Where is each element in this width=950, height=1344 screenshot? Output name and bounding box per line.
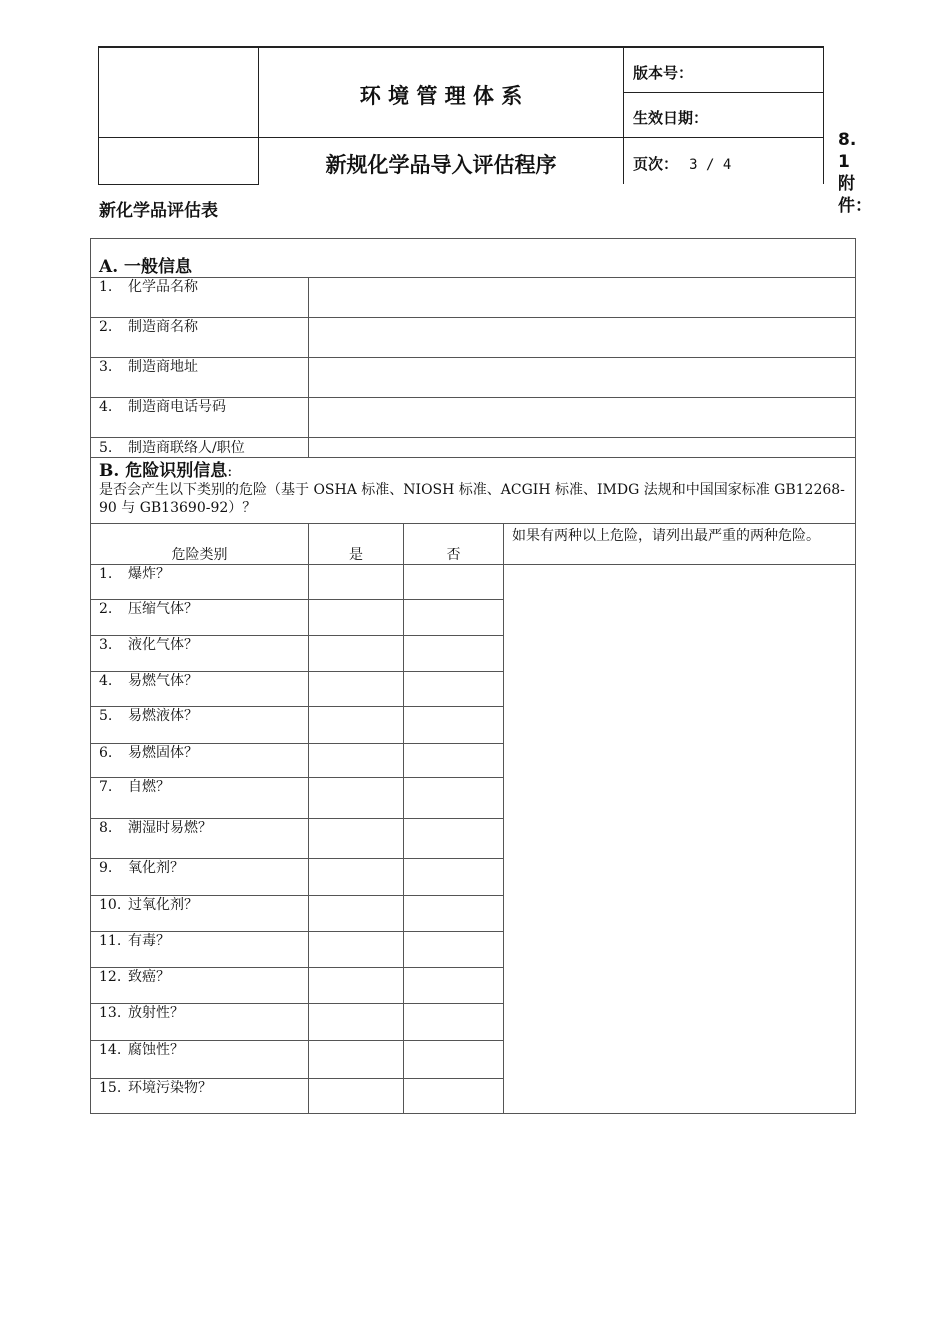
item-number: 6. <box>99 745 113 761</box>
hazard-label: 有毒？ <box>128 933 170 949</box>
item-number: 2. <box>99 601 113 617</box>
item-number: 5. <box>99 440 113 456</box>
hazard-label: 腐蚀性？ <box>128 1042 184 1058</box>
yes-cell[interactable] <box>309 600 404 636</box>
item-number: 3. <box>99 359 113 375</box>
hazard-label: 氧化剂？ <box>128 860 184 876</box>
item-label: 制造商地址 <box>128 359 198 375</box>
yes-cell[interactable] <box>309 1004 404 1041</box>
item-label: 化学品名称 <box>128 279 198 295</box>
no-cell[interactable] <box>404 636 504 672</box>
manufacturer-name-input[interactable] <box>309 318 856 358</box>
hazard-label: 易燃液体？ <box>128 708 198 724</box>
item-number: 13. <box>99 1005 122 1021</box>
hazard-label: 环境污染物？ <box>128 1080 212 1096</box>
no-cell[interactable] <box>404 744 504 778</box>
yes-cell[interactable] <box>309 744 404 778</box>
item-number: 1. <box>99 279 113 295</box>
form-title: 新化学品评估表 <box>99 201 218 221</box>
hazard-label: 放射性？ <box>128 1005 184 1021</box>
document-title: 新规化学品导入评估程序 <box>325 153 557 177</box>
item-number: 5. <box>99 708 113 724</box>
no-cell[interactable] <box>404 778 504 819</box>
table-row <box>91 398 856 438</box>
table-row <box>91 358 856 398</box>
no-cell[interactable] <box>404 932 504 968</box>
effective-date-label: 生效日期： <box>633 109 709 127</box>
hazard-label: 易燃气体？ <box>128 673 198 689</box>
no-cell[interactable] <box>404 1041 504 1079</box>
yes-cell[interactable] <box>309 896 404 932</box>
yes-cell[interactable] <box>309 819 404 859</box>
section-b-question: 是否会产生以下类别的危险（基于 OSHA 标准、NIOSH 标准、ACGIH 标准、IMDG 法规和中国国家标准 GB12268-90 与 GB13690-92）？ <box>99 482 845 516</box>
yes-cell[interactable] <box>309 672 404 707</box>
attachment-label: 8.1附件： <box>838 130 872 216</box>
severe-hazards-note-cell[interactable] <box>504 565 856 1114</box>
page-label: 页次： <box>633 155 679 173</box>
item-number: 7. <box>99 779 113 795</box>
item-label: 制造商名称 <box>128 319 198 335</box>
version-label: 版本号： <box>633 64 694 82</box>
page-value: 3 / 4 <box>689 157 732 173</box>
no-cell[interactable] <box>404 707 504 744</box>
yes-cell[interactable] <box>309 932 404 968</box>
item-number: 3. <box>99 637 113 653</box>
yes-cell[interactable] <box>309 968 404 1004</box>
table-row <box>91 565 856 600</box>
item-label: 制造商联络人/职位 <box>128 440 245 456</box>
hazard-label: 致癌？ <box>128 969 170 985</box>
section-b-title-colon: : <box>227 462 233 480</box>
no-cell[interactable] <box>404 819 504 859</box>
item-number: 11. <box>99 933 122 949</box>
item-number: 8. <box>99 820 113 836</box>
version-field <box>633 62 693 83</box>
chemical-name-input[interactable] <box>309 278 856 318</box>
section-b-title: B. 危险识别信息 <box>99 461 228 481</box>
table-header-row <box>91 524 856 565</box>
item-number: 4. <box>99 399 113 415</box>
item-number: 12. <box>99 969 122 985</box>
yes-cell[interactable] <box>309 778 404 819</box>
yes-cell[interactable] <box>309 1041 404 1079</box>
item-number: 10. <box>99 897 122 913</box>
item-number: 15. <box>99 1080 122 1096</box>
system-title: 环 境 管 理 体 系 <box>359 84 523 108</box>
no-cell[interactable] <box>404 600 504 636</box>
yes-cell[interactable] <box>309 565 404 600</box>
no-cell[interactable] <box>404 565 504 600</box>
no-cell[interactable] <box>404 968 504 1004</box>
chemical-assessment-table <box>90 238 856 1114</box>
hazard-label: 自燃？ <box>128 779 170 795</box>
item-label: 制造商电话号码 <box>128 399 226 415</box>
item-number: 1. <box>99 566 113 582</box>
item-number: 9. <box>99 860 113 876</box>
col-header-no: 否 <box>404 524 504 565</box>
yes-cell[interactable] <box>309 636 404 672</box>
section-a-header <box>91 239 856 278</box>
table-row <box>91 438 856 458</box>
no-cell[interactable] <box>404 1004 504 1041</box>
no-cell[interactable] <box>404 672 504 707</box>
hazard-label: 过氧化剂？ <box>128 897 198 913</box>
effective-date-field <box>633 107 708 128</box>
page-field <box>633 153 731 174</box>
manufacturer-address-input[interactable] <box>309 358 856 398</box>
no-cell[interactable] <box>404 859 504 896</box>
section-b-header <box>91 458 856 524</box>
yes-cell[interactable] <box>309 1079 404 1114</box>
no-cell[interactable] <box>404 896 504 932</box>
col-header-note: 如果有两种以上危险，请列出最严重的两种危险。 <box>504 524 856 565</box>
item-number: 2. <box>99 319 113 335</box>
yes-cell[interactable] <box>309 707 404 744</box>
hazard-label: 潮湿时易燃？ <box>128 820 212 836</box>
item-number: 4. <box>99 673 113 689</box>
hazard-label: 液化气体？ <box>128 637 198 653</box>
item-number: 14. <box>99 1042 122 1058</box>
yes-cell[interactable] <box>309 859 404 896</box>
hazard-label: 易燃固体？ <box>128 745 198 761</box>
col-header-hazard: 危险类别 <box>91 524 309 565</box>
hazard-label: 爆炸？ <box>128 566 170 582</box>
section-a-title: A. 一般信息 <box>99 257 193 277</box>
table-row <box>91 278 856 318</box>
table-row <box>91 318 856 358</box>
no-cell[interactable] <box>404 1079 504 1114</box>
hazard-label: 压缩气体？ <box>128 601 198 617</box>
col-header-yes: 是 <box>309 524 404 565</box>
manufacturer-phone-input[interactable] <box>309 398 856 438</box>
manufacturer-contact-input[interactable] <box>309 438 856 458</box>
